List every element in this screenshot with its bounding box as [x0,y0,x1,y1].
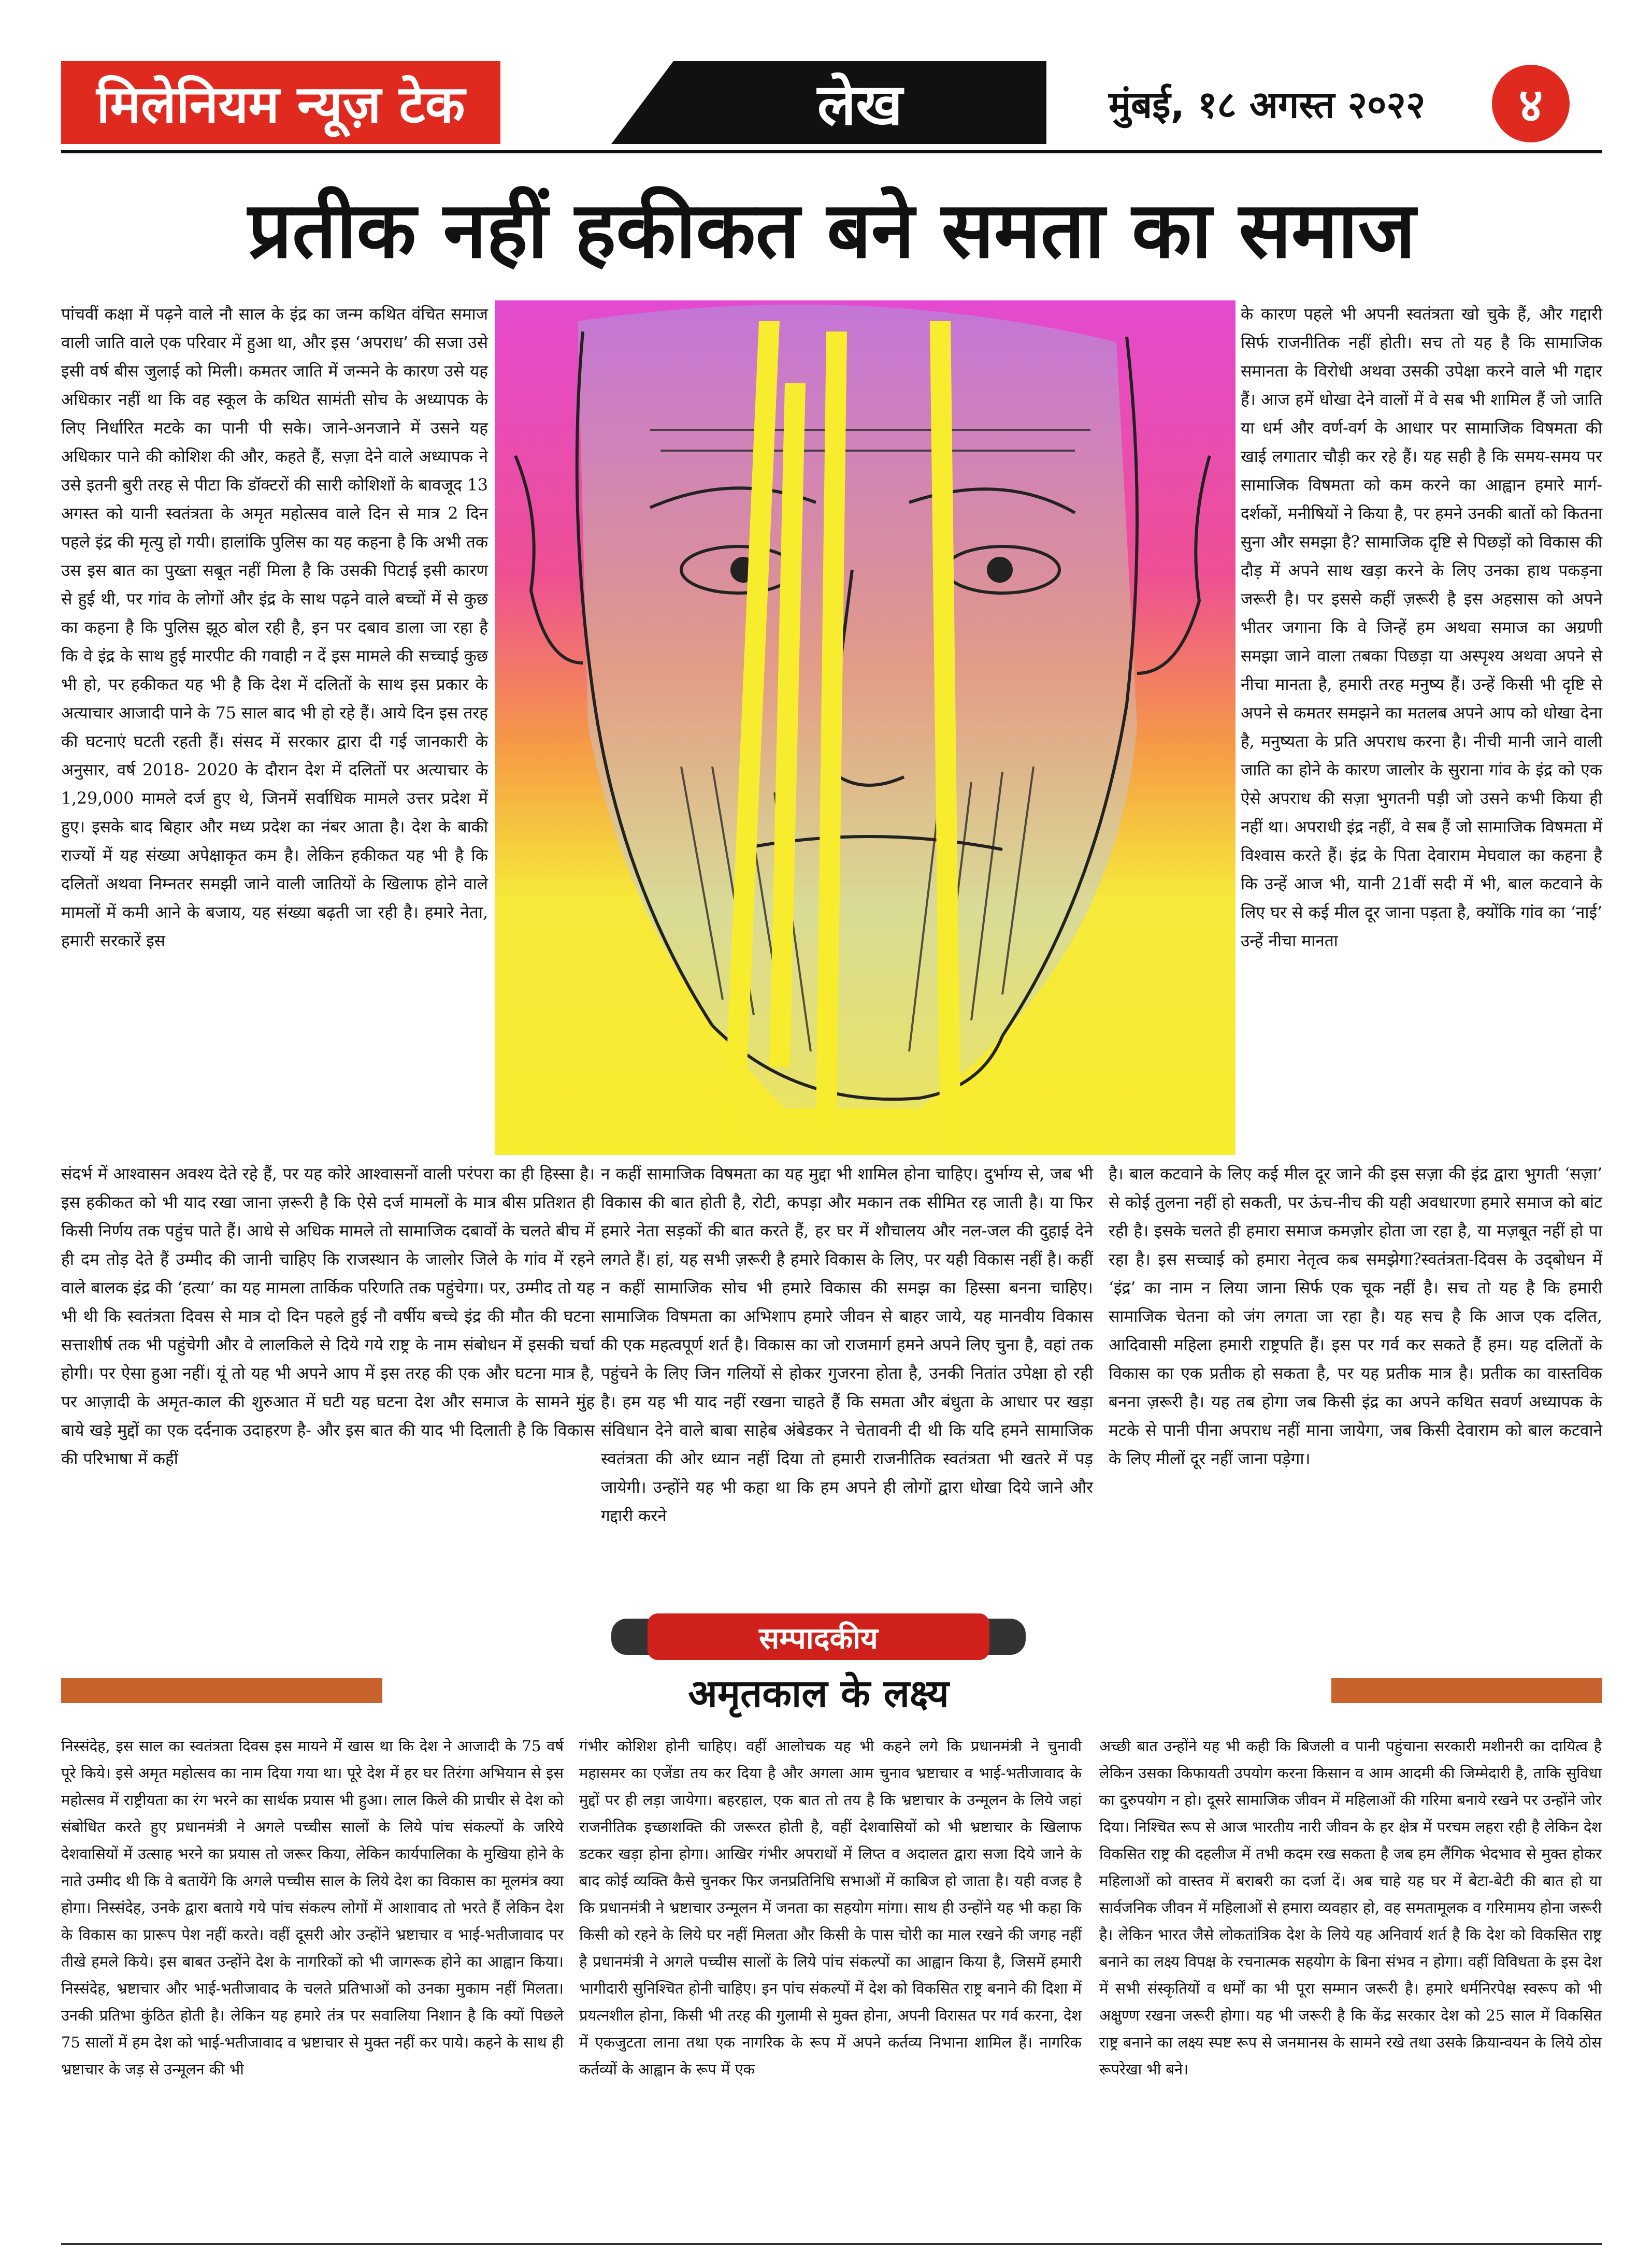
masthead-rule [61,150,1602,153]
article-text: पांचवीं कक्षा में पढ़ने वाले नौ साल के इंद्र का जन्म कथित वंचित समाज वाली जाति वाले एक परिवार में हुआ था, और इस ‘अपराध’ की सजा उसे इसी वर्ष बीस जुलाई को मिली। कमतर जाति में जन्मने के कारण उसे यह अधिकार नहीं था कि वह स्कूल के कथित सामंती सोच के अध्यापक के लिए निर्धारित मटके का पानी पी सके। जाने-अनजाने में उसने यह अधिकार पाने की कोशिश की और, कहते हैं, सज़ा देने वाले अध्यापक ने उसे इतनी बुरी तरह से पीटा कि डॉक्टरों की सारी कोशिशों के बावजूद 13 अगस्त को यानी स्वतंत्रता के अमृत महोत्सव वाले दिन से मात्र 2 दिन पहले इंद्र की मृत्यु हो गयी। हालांकि पुलिस का यह कहना है कि अभी तक उस इस बात का पुख्ता सबूत नहीं मिला है कि उसकी पिटाई इसी कारण से हुई थी, पर गांव के लोगों और इंद्र के साथ पढ़ने वाले बच्चों में से कुछ का कहना है कि पुलिस झूठ बोल रही है, इन पर दबाव डाला जा रहा है कि वे इंद्र के साथ हुई मारपीट की गवाही न दें इस मामले की सच्चाई कुछ भी हो, पर हकीकत यह भी है कि देश में दलितों के साथ इस प्रकार के अत्याचार आजादी पाने के 75 साल बाद भी हो रहे हैं। आये दिन इस तरह की घटनाएं घटती रहती हैं। संसद में सरकार द्वारा दी गई जानकारी के अनुसार, वर्ष 2018- 2020 के दौरान देश में दलितों पर अत्याचार के 1,29,000 मामले दर्ज हुए थे, जिनमें सर्वाधिक मामले उत्तर प्रदेश में हुए। इसके बाद बिहार और मध्य प्रदेश का नंबर आता है। देश के बाकी राज्यों में यह संख्या अपेक्षाकृत कम है। लेकिन हकीकत यह भी है कि दलितों अथवा निम्नतर समझी जाने वाली जातियों के खिलाफ होने वाले मामलों में कमी आने के बजाय, यह संख्या बढ़ती जा रही है। हमारे नेता, हमारी सरकारें इस [61,305,488,950]
page-bottom-rule [61,2243,1602,2245]
section-label: लेख [673,61,1046,144]
masthead-divider [611,61,673,144]
editorial-banner: सम्पादकीय [648,1613,989,1660]
article-text: के कारण पहले भी अपनी स्वतंत्रता खो चुके हैं, और गद्दारी सिर्फ राजनीतिक नहीं होती। सच तो यह है कि सामाजिक समानता के विरोधी अथवा उसकी उपेक्षा करने वाले भी गद्दार हैं। आज हमें धोखा देने वालों में वे सब भी शामिल हैं जो जाति या धर्म और वर्ण-वर्ग के आधार पर सामाजिक विषमता की खाई लगातार चौड़ी कर रहे हैं। यह सही है कि समय-समय पर सामाजिक विषमता को कम करने का आह्वान हमारे मार्ग-दर्शकों, मनीषियों ने किया है, पर हमने उनकी बातों को कितना सुना और समझा है? सामाजिक दृष्टि से पिछड़ों को विकास की दौड़ में अपने साथ खड़ा करने के लिए उनका हाथ पकड़ना जरूरी है। पर इससे कहीं ज़रूरी है इस अहसास को अपने भीतर जगाना कि वे जिन्हें हम अथवा समाज का अग्रणी समझा जाने वाला तबका पिछड़ा या अस्पृश्य अथवा अपने से नीचा मानता है, हमारी तरह मनुष्य हैं। उन्हें किसी भी दृष्टि से अपने से कमतर समझने का मतलब अपने आप को धोखा देना है, मनुष्यता के प्रति अपराध करना है। नीची मानी जाने वाली जाति का होने के कारण जालोर के सुराना गांव के इंद्र को एक ऐसे अपराध की सज़ा भुगतनी पड़ी जो उसने कभी किया ही नहीं था। अपराधी इंद्र नहीं, वे सब हैं जो सामाजिक विषमता में विश्वास करते हैं। इंद्र के पिता देवाराम मेघवाल का कहना है कि उन्हें आज भी, यानी 21वीं सदी में भी, बाल कटवाने के लिए घर से कई मील दूर जाना पड़ता है, क्योंकि गांव का ‘नाई’ उन्हें नीचा मानता [1241,305,1602,950]
article-text: न कहीं सामाजिक विषमता का यह मुद्दा भी शामिल होना चाहिए। दुर्भाग्य से, जब भी विकास की बात होती है, रोटी, कपड़ा और मकान तक सीमित रह जाती है। या फिर हमारे नेता सड़कों की बात करते हैं, हर घर में शौचालय और नल-जल की दुहाई देने लगते हैं। हां, यह सभी ज़रूरी है हमारे विकास के लिए, पर यही विकास नहीं है। कहीं न कहीं सामाजिक सोच भी हमारे विकास की समझ का हिस्सा बनना चाहिए। सामाजिक विषमता का अभिशाप हमारे जीवन से बाहर जाये, यह मानवीय विकास की एक महत्वपूर्ण शर्त है। विकास का जो राजमार्ग हमने अपने लिए चुना है, वहां तक पहुंचने के लिए जिन गलियों से होकर गुजरना होता है, उनकी नितांत उपेक्षा हो रही है। हम यह भी याद नहीं रखना चाहते हैं कि समता और बंधुता के आधार पर खड़ा संविधान देने वाले बाबा साहेब अंबेडकर ने चेतावनी दी थी कि यदि हमने सामाजिक स्वतंत्रता की ओर ध्यान नहीं दिया तो हमारी राजनीतिक स्वतंत्रता भी खतरे में पड़ जायेगी। उन्होंने यह भी कहा था कि हम अपने ही लोगों द्वारा धोखा दिये जाने और गद्दारी करने [601,1165,1093,1525]
article-text: संदर्भ में आश्वासन अवश्य देते रहे हैं, पर यह कोरे आश्वासनों वाली परंपरा का ही हिस्सा है। इस हकीकत को भी याद रखा जाना ज़रूरी है कि ऐसे दर्ज मामलों के मात्र बीस प्रतिशत ही किसी निर्णय तक पहुंच पाते हैं। आधे से अधिक मामले तो सामाजिक दबावों के चलते बीच में ही दम तोड़ देते हैं उम्मीद की जानी चाहिए कि राजस्थान के जालोर जिले के गांव में रहने वाले बालक इंद्र की ‘हत्या’ का यह मामला तार्किक परिणति तक पहुंचेगा। पर, उम्मीद तो यह भी थी कि स्वतंत्रता दिवस से मात्र दो दिन पहले हुई नौ वर्षीय बच्चे इंद्र की मौत की घटना सत्ताशीर्ष तक भी पहुंचेगी और वे लालकिले से दिये गये राष्ट्र के नाम संबोधन में इसकी चर्चा होगी। पर ऐसा हुआ नहीं। यूं तो यह भी अपने आप में इस तरह की एक और घटना मात्र है, पर आज़ादी के अमृत-काल की शुरुआत में घटी यह घटना देश और समाज के सामने मुंह बाये खड़े मुद्दों का एक दर्दनाक उदाहरण है- और इस बात की याद भी दिलाती है कि विकास की परिभाषा में कहीं [61,1165,595,1468]
article-column-left [61,300,488,1160]
editorial-text: गंभीर कोशिश होनी चाहिए। वहीं आलोचक यह भी कहने लगे कि प्रधानमंत्री ने चुनावी महासमर का एजेंडा तय कर दिया है और अगला आम चुनाव भ्रष्टाचार व भाई-भतीजावाद के मुद्दों पर ही लड़ा जायेगा। बहरहाल, एक बात तो तय है कि भ्रष्टाचार के उन्मूलन के लिये जहां राजनीतिक इच्छाशक्ति की जरूरत होती है, वहीं देशवासियों को भी भ्रष्टाचार के खिलाफ डटकर खड़ा होना होगा। आखिर गंभीर अपराधों में लिप्त व अदालत द्वारा सजा दिये जाने के बाद कोई व्यक्ति कैसे चुनकर फिर जनप्रतिनिधि सभाओं में काबिज हो जाता है। यही वजह है कि प्रधानमंत्री ने भ्रष्टाचार उन्मूलन में जनता का सहयोग मांगा। साथ ही उन्होंने यह भी कहा कि किसी को रहने के लिये घर नहीं मिलता और किसी के पास चोरी का माल रखने की जगह नहीं है प्रधानमंत्री ने अगले पच्चीस सालों के लिये पांच संकल्पों का आह्वान किया है, जिसमें हमारी भागीदारी सुनिश्चित होनी चाहिए। इन पांच संकल्पों में देश को विकसित राष्ट्र बनाने की दिशा में प्रयत्नशील होना, किसी भी तरह की गुलामी से मुक्त होना, अपनी विरासत पर गर्व करना, देश में एकजुटता लाना तथा एक नागरिक के रूप में अपने कर्तव्य निभाना शामिल हैं। नागरिक कर्तव्यों के आह्वान के रूप में एक [579,1737,1082,2078]
editorial-accent-bar-left [61,1678,382,1703]
dateline: मुंबई, १८ अगस्त २०२२ [1109,83,1426,126]
article-headline: प्रतीक नहीं हकीकत बने समता का समाज [248,185,1416,276]
page-number-badge: ४ [1492,65,1570,142]
article-column-left-lower [61,1160,595,1585]
editorial-column-2 [579,1733,1082,2240]
article-column-right-lower [1109,1160,1602,1585]
article-column-right [1241,300,1602,1160]
editorial-title: अमृतकाल के लक्ष्य [688,1671,949,1716]
editorial-text: अच्छी बात उन्होंने यह भी कही कि बिजली व पानी पहुंचाना सरकारी मशीनरी का दायित्व है लेकिन उसका किफायती उपयोग करना किसान व आम आदमी की जिम्मेदारी है, ताकि सुविधा का दुरुपयोग न हो। दूसरे सामाजिक जीवन में महिलाओं की गरिमा बनाये रखने पर उन्होंने जोर दिया। निश्चित रूप से आज भारतीय नारी जीवन के हर क्षेत्र में परचम लहरा रही है लेकिन देश विकसित राष्ट्र की दहलीज में तभी कदम रख सकता है जब हम लैंगिक भेदभाव से मुक्त होकर महिलाओं को वास्तव में बराबरी का दर्जा दें। अब चाहे यह घर में बेटा-बेटी की बात हो या सार्वजनिक जीवन में महिलाओं से हमारा व्यवहार हो, वह समतामूलक व गरिमामय होना जरूरी है। लेकिन भारत जैसे लोकतांत्रिक देश के लिये यह अनिवार्य शर्त है कि देश को विकसित राष्ट्र बनाने का लक्ष्य विपक्ष के रचनात्मक सहयोग के बिना संभव न होगा। वहीं विविधता के इस देश में सभी संस्कृतियों व धर्मों का भी पूरा सम्मान जरूरी है। हमारे धर्मनिरपेक्ष स्वरूप को भी अक्षुण्ण रखना जरूरी होगा। यह भी जरूरी है कि केंद्र सरकार देश को 25 साल में विकसित राष्ट्र बनाने का लक्ष्य स्पष्ट रूप से जनमानस के सामने रखे तथा उसके क्रियान्वयन के लिये ठोस रूपरेखा भी बने। [1099,1737,1602,2078]
editorial-column-3 [1099,1733,1602,2240]
article-text: है। बाल कटवाने के लिए कई मील दूर जाने की इस सज़ा की इंद्र द्वारा भुगती ‘सज़ा’ से कोई तुलना नहीं हो सकती, पर ऊंच-नीच की यही अवधारणा हमारे समाज को बांट रही है। इसके चलते ही हमारा समाज कमज़ोर होता जा रहा है, या मज़बूत नहीं हो पा रहा है। इस सच्चाई को हमारा नेतृत्व कब समझेगा?स्वतंत्रता-दिवस के उद्‌बोधन में ‘इंद्र’ का नाम न लिया जाना सिर्फ एक चूक नहीं है। सच तो यह है कि हमारी सामाजिक चेतना को जंग लगता जा रहा है। यह सच है कि आज एक दलित, आदिवासी महिला हमारी राष्ट्रपति हैं। इस पर गर्व कर सकते हैं हम। यह दलितों के विकास का एक प्रतीक हो सकता है, पर यह प्रतीक मात्र है। प्रतीक का वास्तविक बनना ज़रूरी है। यह तब होगा जब किसी इंद्र का अपने कथित सवर्ण अध्यापक के मटके से पानी पीना अपराध नहीं माना जायेगा, जब किसी देवाराम को बाल कटवाने के लिए मीलों दूर नहीं जाना पड़ेगा। [1109,1165,1602,1468]
newspaper-name: मिलेनियम न्यूज़ टेक [61,61,500,144]
article-column-middle [601,1160,1093,1590]
editorial-accent-bar-right [1331,1678,1602,1703]
editorial-text: निस्संदेह, इस साल का स्वतंत्रता दिवस इस मायने में खास था कि देश ने आजादी के 75 वर्ष पूरे किये। इसे अमृत महोत्सव का नाम दिया गया था। पूरे देश में हर घर तिरंगा अभियान से इस महोत्सव में राष्ट्रीयता का रंग भरने का सार्थक प्रयास भी हुआ। लाल किले की प्राचीर से देश को संबोधित करते हुए प्रधानमंत्री ने अगले पच्चीस सालों के लिये पांच संकल्पों के जरिये देशवासियों में उत्साह भरने का प्रयास तो जरूर किया, लेकिन कार्यपालिका के मुखिया होने के नाते उम्मीद थी कि वे बतायेंगे कि अगले पच्चीस साल के लिये देश का विकास का मूलमंत्र क्या होगा। निस्संदेह, उनके द्वारा बताये गये पांच संकल्प लोगों में आशावाद तो भरते हैं लेकिन देश के विकास का प्रारूप पेश नहीं करते। वहीं दूसरी ओर उन्होंने भ्रष्टाचार व भाई-भतीजावाद पर तीखे हमले किये। इस बाबत उन्होंने देश के नागरिकों को भी जागरूक होने का आह्वान किया। निस्संदेह, भ्रष्टाचार और भाई-भतीजावाद के चलते प्रतिभाओं को उनका मुकाम नहीं मिलता। उनकी प्रतिभा कुंठित होती है। लेकिन यह हमारे तंत्र पर सवालिया निशान है कि क्यों पिछले 75 सालों में हम देश को भाई-भतीजावाद व भ्रष्टाचार से मुक्त नहीं कर पाये। कहने के साथ ही भ्रष्टाचार के जड़ से उन्मूलन की भी [61,1737,564,2078]
editorial-column-1 [61,1733,564,2240]
face-illustration [495,300,1236,1155]
